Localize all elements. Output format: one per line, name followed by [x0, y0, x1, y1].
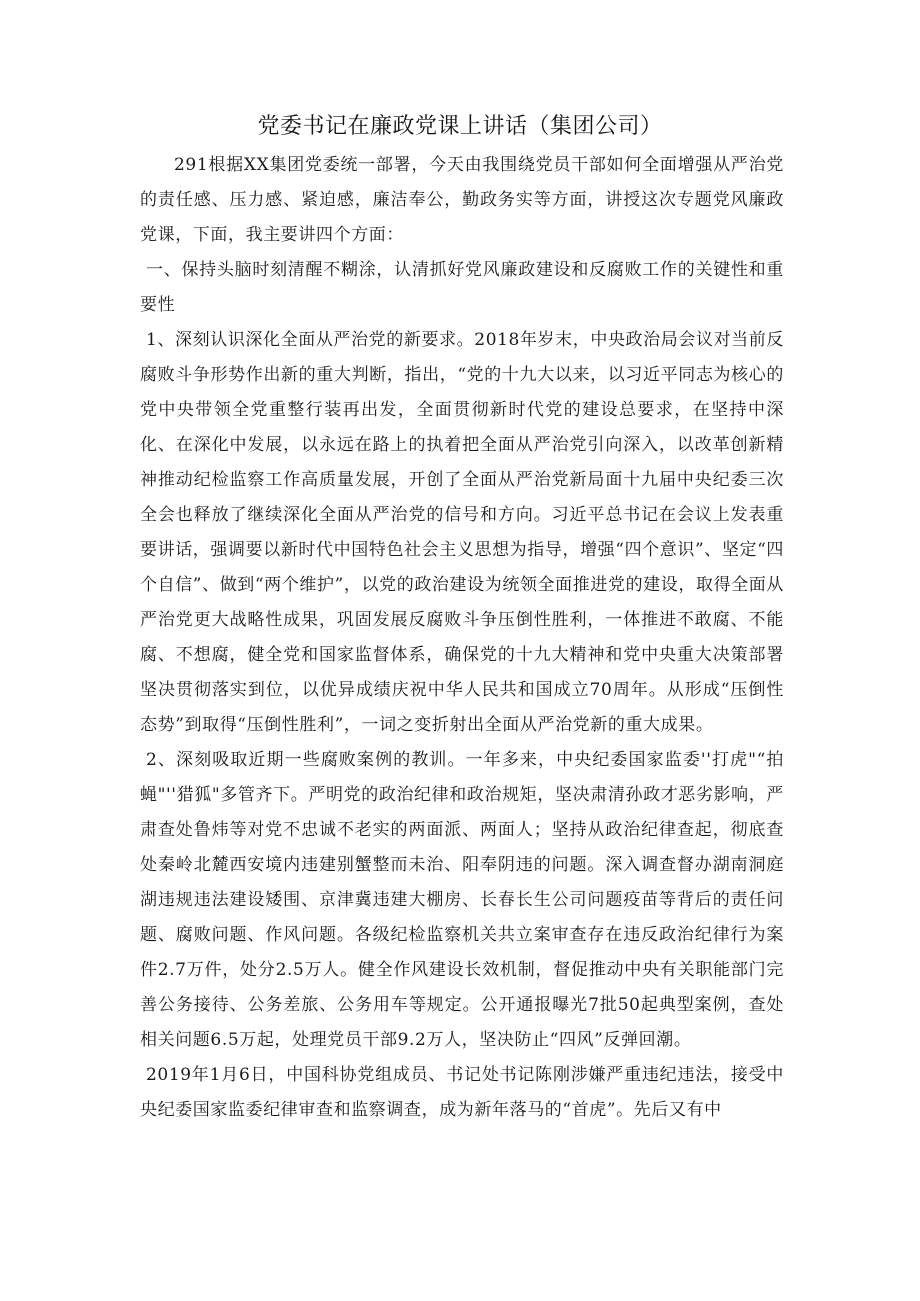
body-paragraph: 2019年1月6日，中国科协党组成员、书记处书记陈刚涉嫌严重违纪违法，接受中央纪委国家监委纪律审查和监察调查，成为新年落马的“首虎”。先后又有中 [140, 1065, 784, 1120]
document-body [140, 148, 784, 1128]
document-title: 党委书记在廉政党课上讲话（集团公司） [257, 114, 663, 139]
section-heading-1: 一、保持头脑时刻清醒不糊涂，认清抓好党风廉政建设和反腐败工作的关键性和重要性 [140, 260, 784, 315]
intro-paragraph: 291根据XX集团党委统一部署，今天由我围绕党员干部如何全面增强从严治党的责任感、压力感、紧迫感，廉洁奉公，勤政务实等方面，讲授这次专题党风廉政党课，下面，我主要讲四个方面： [140, 155, 784, 245]
subsection-paragraph-1: 1、深刻认识深化全面从严治党的新要求。2018年岁末，中央政治局会议对当前反腐败斗争形势作出新的重大判断，指出，“党的十九大以来，以习近平同志为核心的党中央带领全党重整行装再出发，全面贯彻新时代党的建设总要求，在坚持中深化、在深化中发展，以永远在路上的执着把全面从严治党引向深入，以改革创新精神推动纪检监察工作高质量发展，开创了全面从严治党新局面十九届中央纪委三次全会也释放了继续深化全面从严治党的信号和方向。习近平总书记在会议上发表重要讲话，强调要以新时代中国特色社会主义思想为指导，增强“四个意识”、坚定“四个自信”、做到“两个维护”，以党的政治建设为统领全面推进党的建设，取得全面从严治党更大战略性成果，巩固发展反腐败斗争压倒性胜利，一体推进不敢腐、不能腐、不想腐，健全党和国家监督体系，确保党的十九大精神和党中央重大决策部署坚决贯彻落实到位，以优异成绩庆祝中华人民共和国成立70周年。从形成“压倒性态势”到取得“压倒性胜利”，一词之变折射出全面从严治党新的重大成果。 [140, 330, 784, 735]
subsection-paragraph-2: 2、深刻吸取近期一些腐败案例的教训。一年多来，中央纪委国家监委''打虎"“拍蝇"''猎狐"多管齐下。严明党的政治纪律和政治规矩，坚决肃清孙政才恶劣影响，严肃查处鲁炜等对党不忠诚不老实的两面派、两面人；坚持从政治纪律查起，彻底查处秦岭北麓西安境内违建别蟹整而未治、阳奉阴违的问题。深入调查督办湖南洞庭湖违规违法建设矮围、京津冀违建大棚房、长春长生公司问题疫苗等背后的责任问题、腐败问题、作风问题。各级纪检监察机关共立案审查存在违反政治纪律行为案件2.7万件，处分2.5万人。健全作风建设长效机制，督促推动中央有关职能部门完善公务接待、公务差旅、公务用车等规定。公开通报曝光7批50起典型案例，查处相关问题6.5万起，处理党员干部9.2万人，坚决防止“四风”反弹回潮。 [140, 750, 784, 1050]
